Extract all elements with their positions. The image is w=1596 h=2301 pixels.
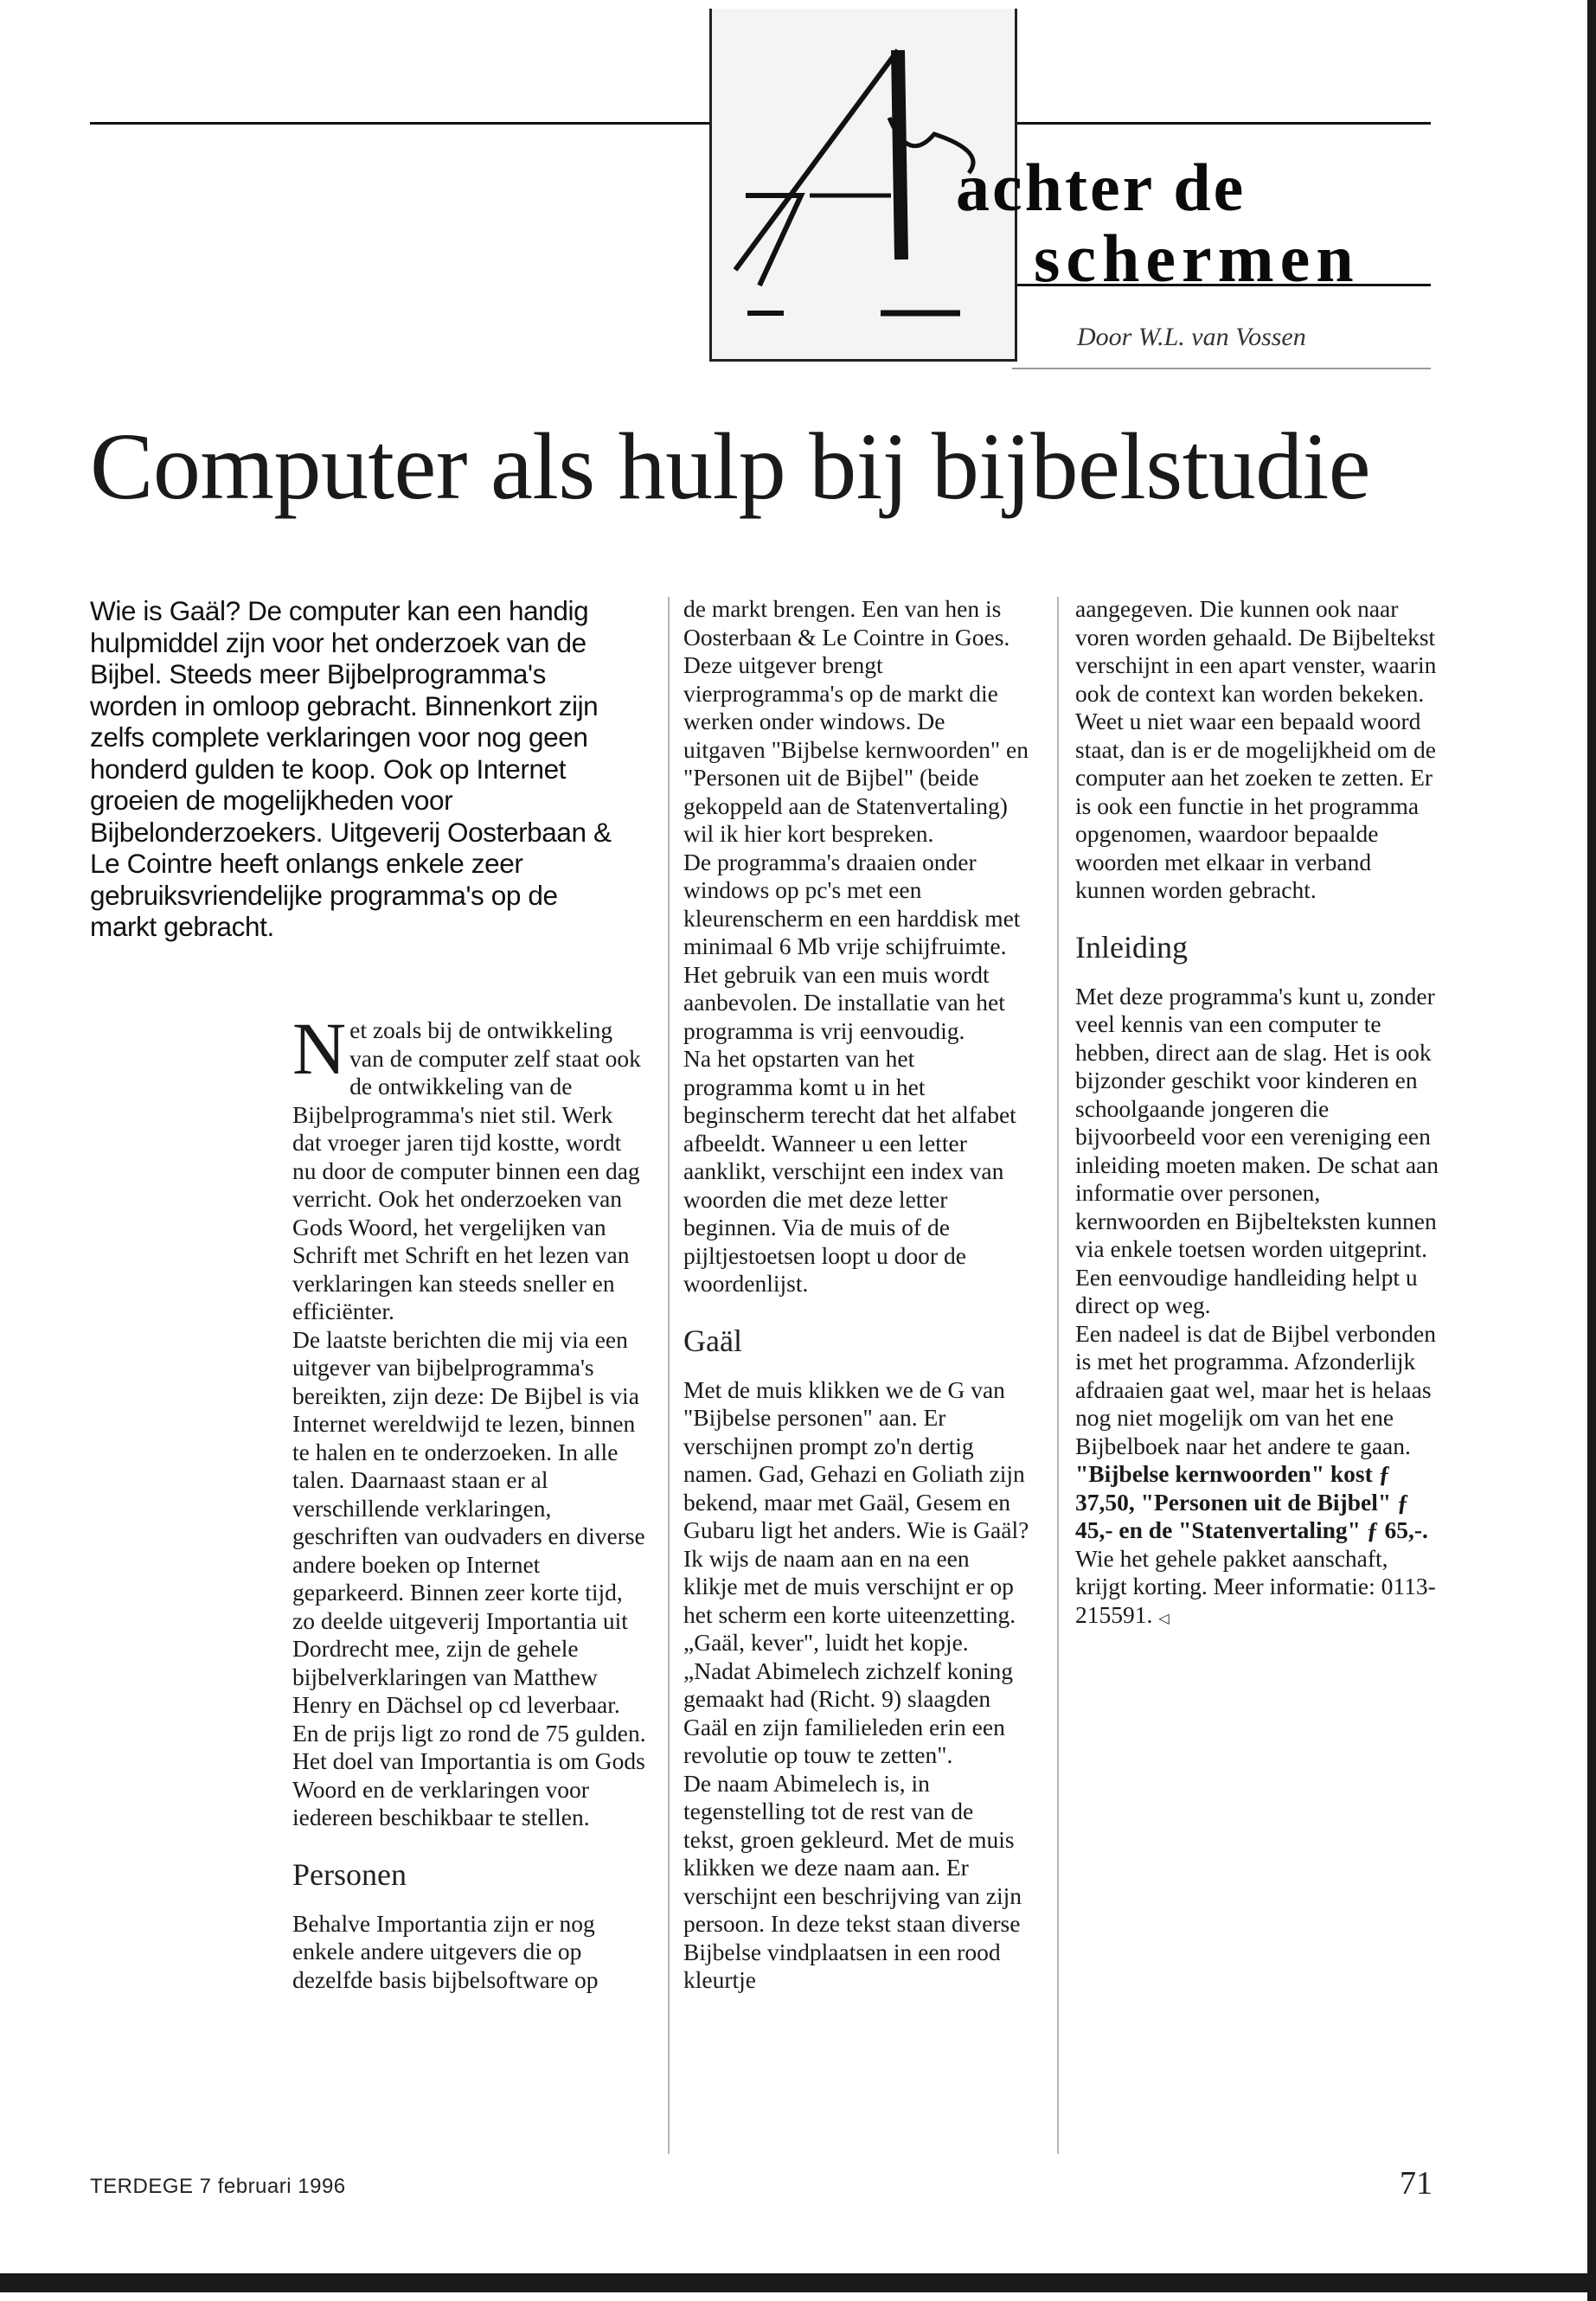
footer-publication: TERDEGE 7 februari 1996 — [90, 2175, 346, 2198]
price-info: "Bijbelse kernwoorden" kost ƒ 37,50, "Personen uit de Bijbel" ƒ 45,- en de "Statenvertaling" ƒ 65,-. — [1075, 1460, 1428, 1543]
paragraph: de markt brengen. Een van hen is Oosterbaan & Le Cointre in Goes. Deze uitgever brengt vierprogramma's op de markt die werken onder windows. De uitgaven "Bijbelse kernwoorden" en "Personen uit de Bijbel" (beide gekoppeld aan de Statenvertaling) wil ik hier kort bespreken. — [683, 595, 1029, 847]
paragraph: aangegeven. Die kunnen ook naar voren worden gehaald. De Bijbeltekst verschijnt in een apart venster, waarin ook de context kan worden bekeken. Weet u niet waar een bepaald woord staat, dan is er de mogelijkheid om de computer aan het zoeken te zetten. Er is ook een functie in het programma opgenomen, waardoor bepaalde woorden met elkaar in verband kunnen worden gebracht. — [1075, 595, 1437, 903]
article-intro: Wie is Gaäl? De computer kan een handig hulpmiddel zijn voor het onderzoek van de Bijbel. Steeds meer Bijbelprogramma's worden in omloop gebracht. Binnenkort zijn zelfs complete verklaringen voor nog geen honderd gulden te koop. Ook op Internet groeien de mogelijkheden voor Bijbelonderzoekers. Uitgeverij Oosterbaan & Le Cointre heeft onlangs enkele zeer gebruiksvriendelijke programma's op de markt gebracht. — [90, 595, 612, 942]
column-divider — [1057, 597, 1059, 2154]
byline: Door W.L. van Vossen — [1077, 323, 1306, 351]
header-rule-left — [90, 122, 709, 125]
byline-rule — [1012, 368, 1431, 369]
paragraph: Na het opstarten van het programma komt u in het beginscherm terecht dat het alfabet afbeeldt. Wanneer u een letter aanklikt, verschijnt een index van woorden die met deze letter beginnen. Via de muis of de pijltjestoetsen loopt u door de woordenlijst. — [683, 1045, 1016, 1297]
article-column-2 — [683, 595, 1029, 1995]
header-rule-right — [1012, 122, 1431, 125]
end-of-article-icon: ◁ — [1158, 1611, 1170, 1626]
paragraph: Behalve Importantia zijn er nog enkele andere uitgevers die op dezelfde basis bijbelsoftware op — [292, 1909, 599, 1993]
page-number: 71 — [1400, 2165, 1433, 2202]
article-column-1 — [292, 1007, 647, 1994]
section-heading-personen: Personen — [292, 1856, 407, 1892]
section-heading-gaal: Gaäl — [683, 1323, 742, 1358]
paragraph-text: Een nadeel is dat de Bijbel verbonden is met het programma. Afzonderlijk afdraaien gaat wel, maar het is helaas nog niet mogelijk om van het ene Bijbelboek naar het andere te gaan. — [1075, 1319, 1436, 1459]
paragraph: De naam Abimelech is, in tegenstelling tot de rest van de tekst, groen gekleurd. Met de muis klikken we deze naam aan. Er verschijnt een beschrijving van zijn persoon. In deze tekst staan diverse Bijbelse vindplaatsen in een rood kleurtje — [683, 1769, 1022, 1993]
paragraph: De programma's draaien onder windows op pc's met een kleurenscherm en een harddisk met minimaal 6 Mb vrije schijfruimte. Het gebruik van een muis wordt aanbevolen. De installatie van het programma is vrij eenvoudig. — [683, 848, 1021, 1044]
drop-cap: N — [292, 1007, 347, 1090]
paragraph: De laatste berichten die mij via een uitgever van bijbelprogramma's bereikten, zijn deze: De Bijbel is via Internet wereldwijd te lezen, binnen te halen en te onderzoeken. In alle talen. Daarnaast staan er al verschillende verklaringen, geschriften van oudvaders en diverse andere boeken op Internet geparkeerd. Binnen zeer korte tijd, zo deelde uitgeverij Importantia uit Dordrecht mee, zijn de gehele bijbelverklaringen van Matthew Henry en Dächsel op cd leverbaar. En de prijs ligt zo rond de 75 gulden. Het doel van Importantia is om Gods Woord en de verklaringen voor iedereen beschikbaar te stellen. — [292, 1325, 646, 1830]
paragraph: Met de muis klikken we de G van "Bijbelse personen" aan. Er verschijnen prompt zo'n dertig namen. Gad, Gehazi en Goliath zijn bekend, maar met Gaäl, Gesem en Gubaru ligt het anders. Wie is Gaäl? Ik wijs de naam aan en na een klikje met de muis verschijnt er op het scherm een korte uiteenzetting. „Gaäl, kever", luidt het kopje. „Nadat Abimelech zichzelf koning gemaakt had (Richt. 9) slaagden Gaäl en zijn familieleden erin een revolutie op touw te zetten". — [683, 1375, 1029, 1768]
scan-edge-bottom — [0, 2273, 1596, 2292]
paragraph: Met deze programma's kunt u, zonder veel kennis van een computer te hebben, direct aan de slag. Het is ook bijzonder geschikt voor kinderen en schoolgaande jongeren die bijvoorbeeld voor een vereniging een inleiding moeten maken. De schat aan informatie over personen, kernwoorden en Bijbelteksten kunnen via enkele toetsen worden uitgeprint. Een eenvoudige handleiding helpt u direct op weg. — [1075, 982, 1439, 1318]
section-heading-inleiding: Inleiding — [1075, 929, 1188, 965]
article-column-3 — [1075, 595, 1439, 1633]
paragraph: et zoals bij de ontwikkeling van de computer zelf staat ook de ontwikkeling van de Bijbelprogramma's niet stil. Werk dat vroeger jaren tijd kostte, wordt nu door de computer binnen een dag verricht. Ook het onderzoeken van Gods Woord, het vergelijken van Schrift met Schrift en het lezen van verklaringen kan steeds sneller en efficiënter. — [292, 1016, 641, 1324]
paragraph — [1075, 1320, 1439, 1634]
column-divider — [668, 597, 670, 2154]
rubric-title-line-1: achter de — [956, 150, 1247, 225]
article-title: Computer als hulp bij bijbelstudie — [90, 413, 1371, 519]
rubric-title-line-2: schermen — [1034, 221, 1360, 296]
paragraph-text: Wie het gehele pakket aanschaft, krijgt korting. Meer informatie: 0113-215591. — [1075, 1544, 1436, 1628]
scan-edge-right — [1587, 0, 1596, 2301]
